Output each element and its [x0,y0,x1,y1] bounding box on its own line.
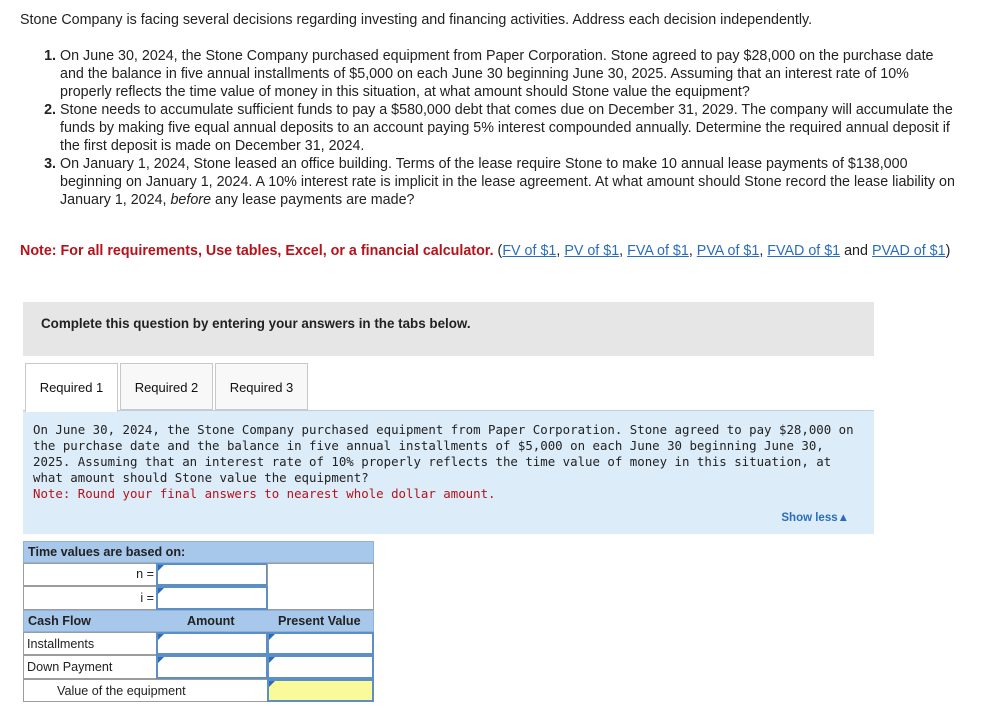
panel-question-text: On June 30, 2024, the Stone Company purchased equipment from Paper Corporation. Stone agreed to pay $28,000 on the purchase date and the balance in five annual installments of $5,000 on each June 30 beginning June 30, 2025. Assuming that an interest rate of 10% properly reflects the time value of money in this situation, at what amount should Stone value the equipment? [33,422,854,485]
link-pvad-of-1[interactable]: PVAD of $1 [871,243,946,259]
installments-label: Installments [27,637,95,651]
note-sep: , [688,243,697,259]
time-values-header: Time values are based on: [23,541,374,563]
requirement-2: 2. Stone needs to accumulate sufficient funds to pay a $580,000 debt that comes due on December 31, 2029. The company will accumulate the funds by making five equal annual deposits to an account paying 5% interest compounded annually. Determine the required annual deposit if the first deposit is made on December 31, 2024. [60,101,955,155]
down-payment-pv-input[interactable] [267,655,374,679]
requirement-3 [60,155,955,209]
n-input[interactable] [156,563,268,586]
down-payment-amount-input[interactable] [156,655,268,679]
link-fvad-of-1[interactable]: FVAD of $1 [767,243,841,259]
blank-cell [267,563,374,610]
tab-required-3[interactable]: Required 3 [215,363,308,410]
n-label: n = [136,567,154,581]
i-label: i = [140,591,154,605]
cash-flow-header-row [23,610,374,632]
down-payment-label: Down Payment [27,660,113,674]
tables-note [20,242,965,260]
tab-required-2[interactable]: Required 2 [120,363,213,410]
col-cash-flow: Cash Flow [28,614,91,628]
note-and: and [840,243,872,259]
installments-pv-input[interactable] [267,632,374,655]
requirement-1: 1. On June 30, 2024, the Stone Company purchased equipment from Paper Corporation. Stone agreed to pay $28,000 on the purchase date and the balance in five annual installments of $5,000 on each June 30 beginning June 30, 2025. Assuming that an interest rate of 10% properly reflects the time value of money in this situation, at what amount should Stone value the equipment? [60,47,955,101]
i-input[interactable] [156,586,268,610]
requirements-list [20,47,955,209]
link-pva-of-1[interactable]: PVA of $1 [696,243,760,259]
note-sep: , [619,243,628,259]
link-fva-of-1[interactable]: FVA of $1 [627,243,689,259]
panel-rounding-note: Note: Round your final answers to nearest whole dollar amount. [33,486,496,501]
link-fv-of-1[interactable]: FV of $1 [502,243,557,259]
col-present-value: Present Value [278,614,361,628]
col-amount: Amount [187,614,235,628]
note-sep: , [759,243,768,259]
requirement-3-text: On January 1, 2024, Stone leased an office building. Terms of the lease require Stone to make 10 annual lease payments of $138,000 beginning on January 1, 2024. A 10% interest rate is implicit in the lease agreement. At what amount should Stone record the lease liability on January 1, 2024, [60,156,955,208]
value-of-equipment-input[interactable] [267,679,374,702]
value-of-equipment-label: Value of the equipment [57,684,186,698]
question-panel [23,410,874,534]
tab-required-1[interactable]: Required 1 [25,363,118,412]
note-open-paren: ( [497,243,503,259]
requirement-3-text-end: any lease payments are made? [211,192,415,208]
requirement-3-emphasis: before [170,192,212,208]
installments-amount-input[interactable] [156,632,268,655]
intro-text: Stone Company is facing several decisions regarding investing and financing activities. Address each decision independently. [20,12,813,28]
link-pv-of-1[interactable]: PV of $1 [564,243,620,259]
note-label: Note: For all requirements, Use tables, Excel, or a financial calculator. [20,243,494,259]
note-close-paren: ) [945,243,951,259]
instruction-banner: Complete this question by entering your answers in the tabs below. [23,302,874,356]
note-sep: , [556,243,565,259]
show-less-toggle[interactable]: Show less▲ [781,512,849,524]
